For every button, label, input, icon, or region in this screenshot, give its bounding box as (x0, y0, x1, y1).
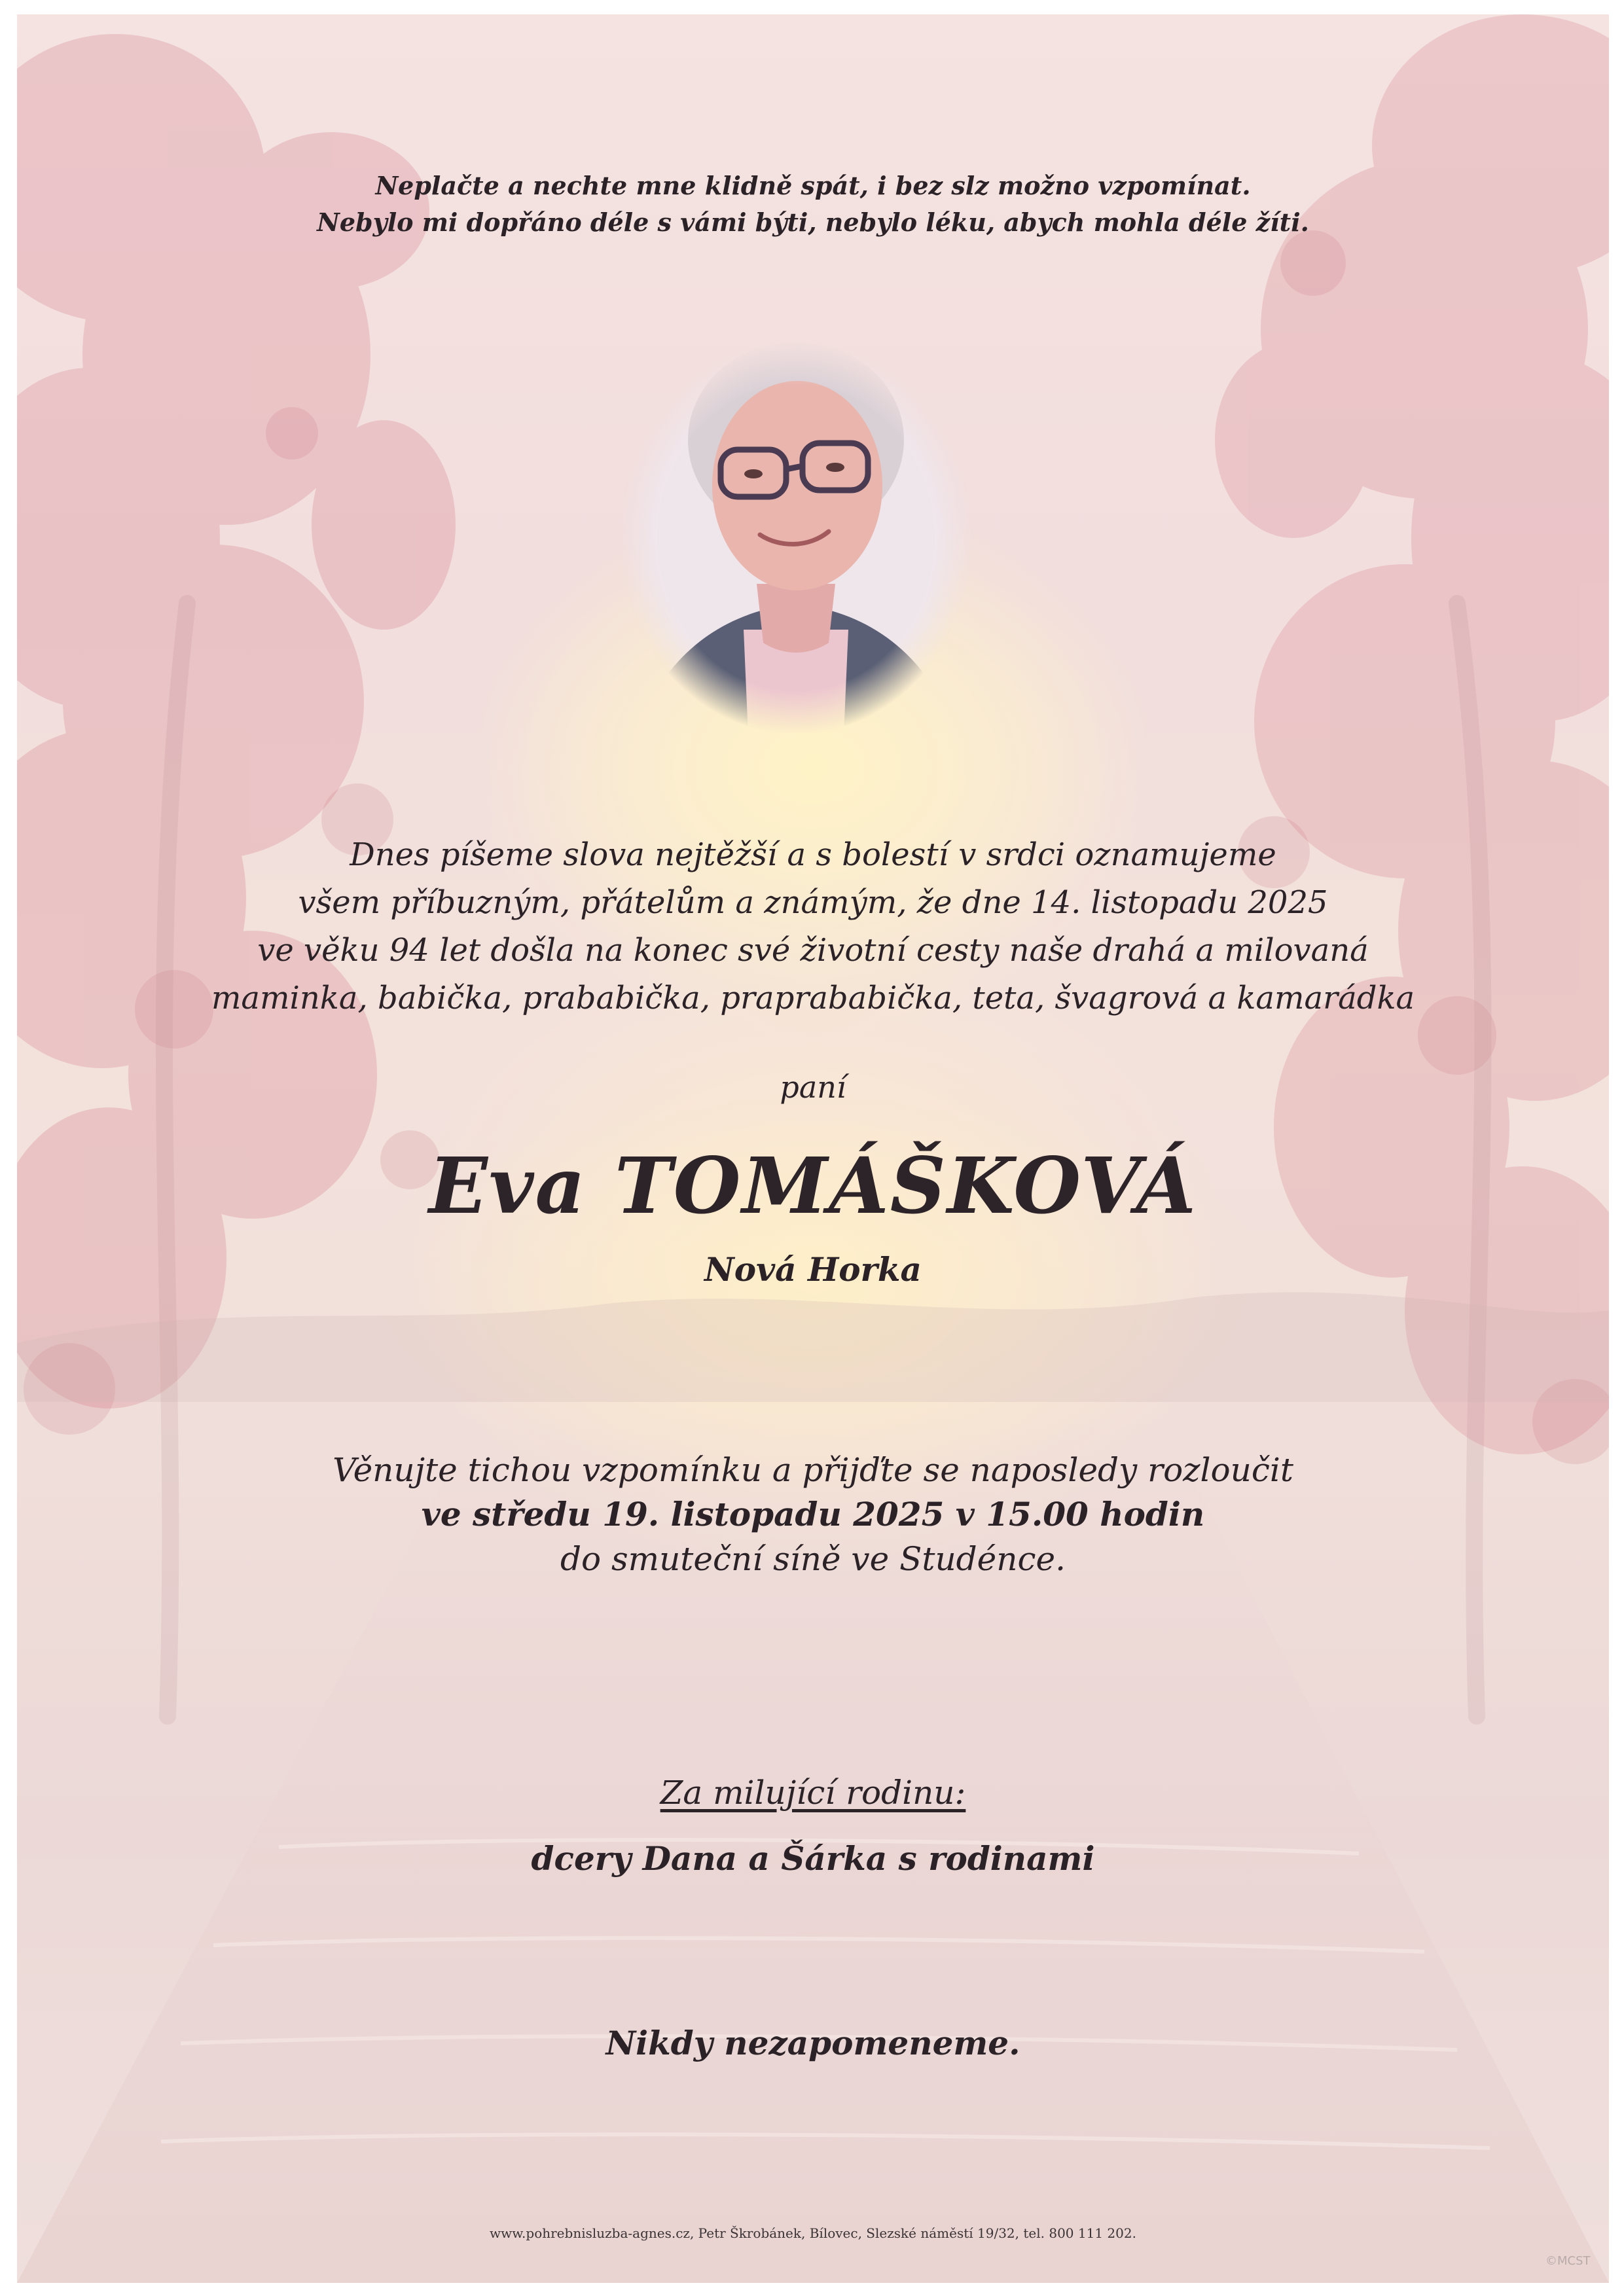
invitation-line-1: Věnujte tichou vzpomínku a přijďte se naposledy rozloučit (333, 1451, 1293, 1489)
closing-line: Nikdy nezapomeneme. (605, 2024, 1020, 2062)
obituary-card (17, 14, 1609, 2283)
portrait-photo (613, 322, 979, 780)
invitation-location: do smuteční síně ve Studénce. (560, 1540, 1066, 1578)
announcement-line-2: všem příbuzným, přátelům a známým, že dne 14. listopadu 2025 (298, 884, 1328, 921)
invitation-date-time: ve středu 19. listopadu 2025 v 15.00 hodin (421, 1495, 1205, 1534)
residence: Nová Horka (704, 1250, 922, 1289)
announcement-line-3: ve věku 94 let došla na konec své životní cesty naše drahá a milovaná (257, 932, 1369, 969)
motto-line-2: Nebylo mi dopřáno déle s vámi býti, nebylo léku, abych mohla déle žíti. (317, 207, 1309, 237)
honorific: paní (780, 1069, 846, 1105)
deceased-name: Eva TOMÁŠKOVÁ (428, 1140, 1198, 1231)
copyright-mark: ©MCST (1545, 2254, 1591, 2268)
announcement-line-1: Dnes píšeme slova nejtěžší a s bolestí v srdci oznamujeme (350, 836, 1276, 873)
motto-line-1: Neplačte a nechte mne klidně spát, i bez slz možno vzpomínat. (375, 171, 1251, 200)
announcement-line-4: maminka, babička, prababička, praprababička, teta, švagrová a kamarádka (211, 980, 1415, 1016)
funeral-service-footer: www.pohrebnisluzba-agnes.cz, Petr Škrobánek, Bílovec, Slezské náměstí 19/32, tel. 800 111 202. (490, 2225, 1136, 2241)
family-members: dcery Dana a Šárka s rodinami (531, 1839, 1095, 1878)
family-heading: Za milující rodinu: (660, 1774, 966, 1812)
